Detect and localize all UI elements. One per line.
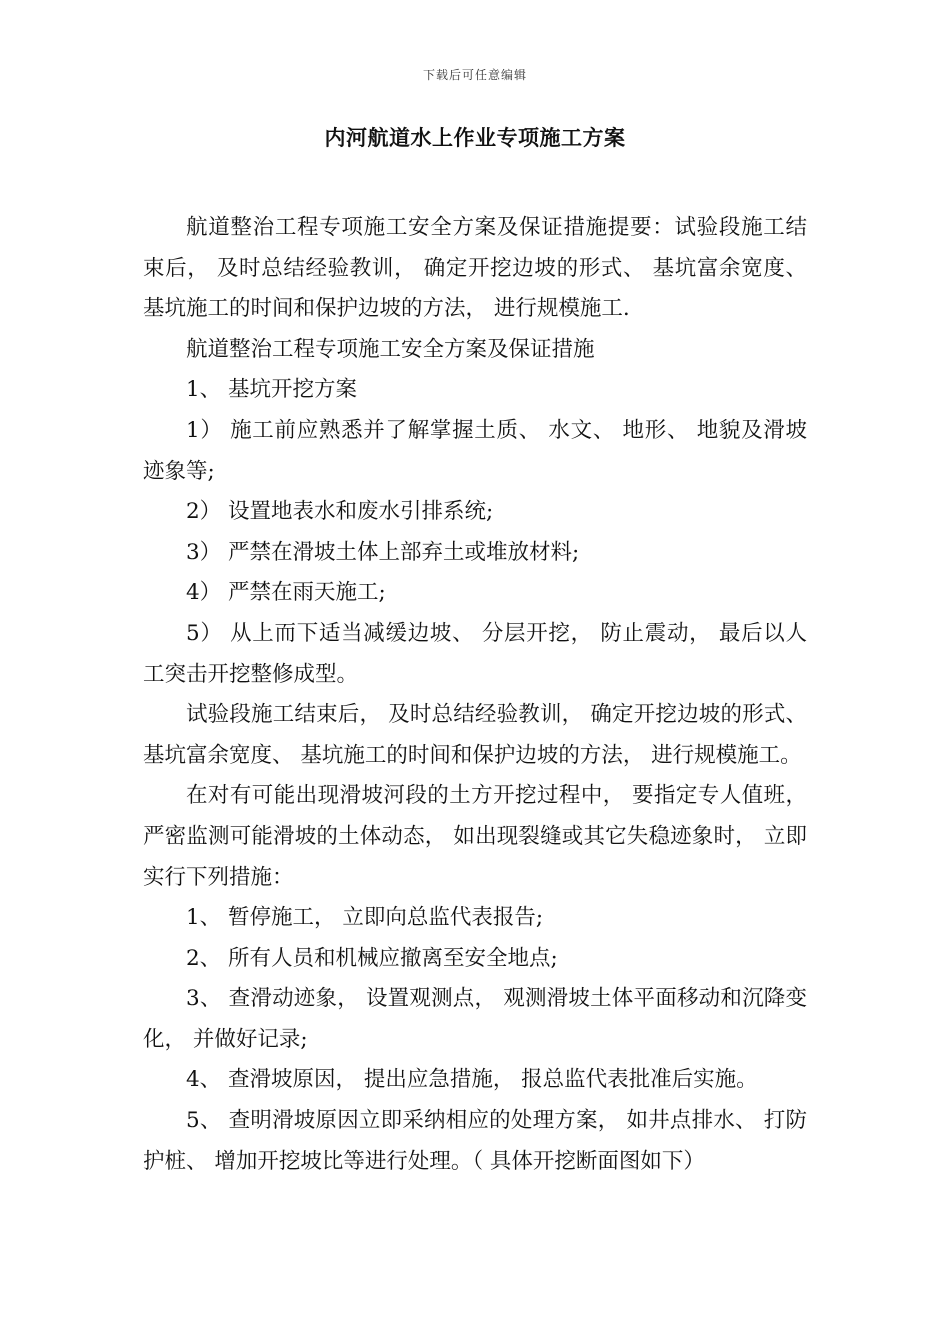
paragraph-measure-4: 4、 查滑坡原因， 提出应急措施， 报总监代表批准后实施。 bbox=[186, 1067, 758, 1093]
paragraph-measure-2: 2、 所有人员和机械应撤离至安全地点; bbox=[186, 945, 558, 971]
paragraph-item-5: 5） 从上而下适当减缓边坡、 分层开挖， 防止震动， 最后以人工突击开挖整修成型。 bbox=[143, 620, 807, 687]
paragraph-measure-5: 5、 查明滑坡原因立即采纳相应的处理方案， 如井点排水、 打防护桩、 增加开挖坡比等进行处理。（ 具体开挖断面图如下） bbox=[143, 1108, 807, 1174]
document-title: 内河航道水上作业专项施工方案 bbox=[324, 125, 626, 150]
paragraph-section-heading: 航道整治工程专项施工安全方案及保证措施 bbox=[186, 336, 595, 362]
paragraph-excavation-plan-heading: 1、 基坑开挖方案 bbox=[186, 377, 358, 403]
paragraph-item-3: 3） 严禁在滑坡土体上部弃土或堆放材料; bbox=[186, 539, 580, 565]
paragraph-item-4: 4） 严禁在雨天施工; bbox=[186, 580, 386, 606]
document-body bbox=[143, 208, 807, 1182]
paragraph-item-2: 2） 设置地表水和废水引排系统; bbox=[186, 499, 494, 525]
paragraph-landslide-monitoring: 在对有可能出现滑坡河段的土方开挖过程中， 要指定专人值班， 严密监测可能滑坡的土体动态， 如出现裂缝或其它失稳迹象时， 立即实行下列措施： bbox=[143, 783, 807, 890]
paragraph-summary: 航道整治工程专项施工安全方案及保证措施提要：试验段施工结束后， 及时总结经验教训， 确定开挖边坡的形式、 基坑富余宽度、 基坑施工的时间和保护边坡的方法， 进行规模施工. bbox=[143, 215, 807, 322]
paragraph-item-1: 1） 施工前应熟悉并了解掌握土质、 水文、 地形、 地貌及滑坡迹象等; bbox=[143, 417, 807, 484]
paragraph-measure-1: 1、 暂停施工， 立即向总监代表报告; bbox=[186, 905, 544, 931]
paragraph-trial-section: 试验段施工结束后， 及时总结经验教训， 确定开挖边坡的形式、 基坑富余宽度、 基坑施工的时间和保护边坡的方法， 进行规模施工。 bbox=[143, 702, 807, 768]
paragraph-measure-3: 3、 查滑动迹象， 设置观测点， 观测滑坡土体平面移动和沉降变化， 并做好记录; bbox=[143, 986, 807, 1052]
page-header-note: 下载后可任意编辑 bbox=[422, 68, 527, 82]
